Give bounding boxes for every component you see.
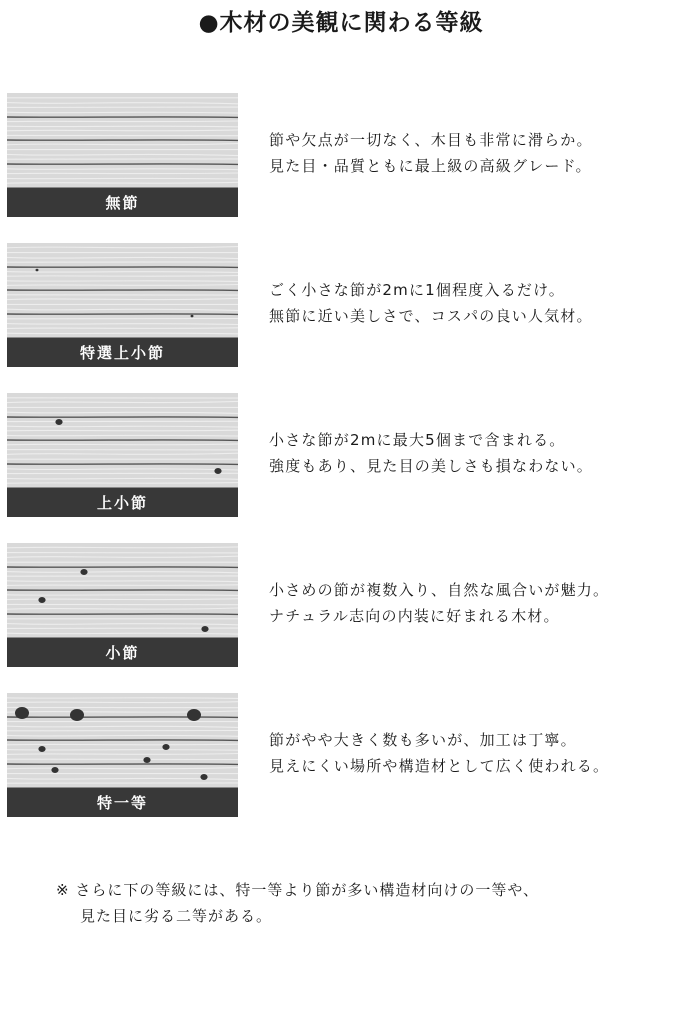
wood-board-illustration (7, 393, 238, 517)
description-line: 節がやや大きく数も多いが、加工は丁寧。 (269, 731, 577, 749)
description-line: 小さな節が2mに最大5個まで含まれる。 (269, 431, 566, 449)
knot-mark (38, 597, 45, 603)
knot-mark (187, 709, 201, 721)
wood-grain-line (7, 585, 238, 586)
description-line: ごく小さな節が2mに1個程度入るだけ。 (269, 281, 565, 299)
grade-row-joko (7, 393, 667, 517)
description-line: 無節に近い美しさで、コスパの良い人気材。 (269, 307, 593, 325)
wood-grain-line (7, 328, 238, 329)
wood-grain-line (7, 281, 238, 282)
knot-mark (214, 468, 221, 474)
grade-row-munishi (7, 93, 667, 217)
knot-mark (51, 767, 58, 773)
wood-board-svg (7, 243, 238, 338)
wood-grain-line (7, 430, 238, 431)
knot-mark (162, 744, 169, 750)
wood-grain-line (7, 483, 238, 484)
wood-grain-line (7, 435, 238, 436)
knot-mark (70, 709, 84, 721)
knot-mark (200, 774, 207, 780)
footnote (56, 877, 656, 929)
description-line: 見た目・品質ともに最上級の高級グレード。 (269, 157, 592, 175)
grade-label: 上小節 (7, 488, 238, 517)
wood-board-svg (7, 693, 238, 788)
wood-board-svg (7, 393, 238, 488)
grade-description (269, 727, 669, 779)
grade-label: 無節 (7, 188, 238, 217)
knot-mark (143, 757, 150, 763)
page-title: ●木材の美観に関わる等級 (198, 10, 484, 36)
wood-board-svg (7, 93, 238, 188)
footnote-line: 見た目に劣る二等がある。 (80, 907, 273, 925)
grade-description (269, 577, 669, 629)
wood-grain-line (7, 173, 238, 174)
knot-mark (55, 419, 62, 425)
wood-grain-line (7, 276, 238, 277)
grade-row-kobushi (7, 543, 667, 667)
grade-description (269, 277, 669, 329)
wood-grain-line (7, 698, 238, 699)
wood-board-illustration (7, 243, 238, 367)
wood-grain-line (7, 121, 238, 122)
grade-row-tokusen-joko (7, 243, 667, 367)
wood-board-illustration (7, 543, 238, 667)
description-line: 見えにくい場所や構造材として広く使われる。 (269, 757, 610, 775)
knot-mark (15, 707, 29, 719)
wood-grain-line (7, 333, 238, 334)
description-line: 小さめの節が複数入り、自然な風合いが魅力。 (269, 581, 610, 599)
grade-description (269, 127, 669, 179)
knot-mark (80, 569, 87, 575)
wood-grain-line (7, 595, 238, 596)
wood-grain-line (7, 744, 238, 745)
knot-mark (36, 269, 39, 272)
description-line: ナチュラル志向の内装に好まれる木材。 (269, 607, 560, 625)
grade-description (269, 427, 669, 479)
knot-mark (38, 746, 45, 752)
grade-label: 小節 (7, 638, 238, 667)
footnote-line: ※ さらに下の等級には、特一等より節が多い構造材向けの一等や、 (56, 881, 540, 899)
wood-board-illustration (7, 693, 238, 817)
grade-label: 特一等 (7, 788, 238, 817)
grade-label: 特選上小節 (7, 338, 238, 367)
knot-mark (201, 626, 208, 632)
wood-grain-line (7, 178, 238, 179)
description-line: 節や欠点が一切なく、木目も非常に滑らか。 (269, 131, 593, 149)
wood-board-svg (7, 543, 238, 638)
grade-row-tokuitto (7, 693, 667, 817)
wood-board-illustration (7, 93, 238, 217)
wood-grain-line (7, 126, 238, 127)
description-line: 強度もあり、見た目の美しさも損なわない。 (269, 457, 594, 475)
knot-mark (191, 315, 194, 318)
